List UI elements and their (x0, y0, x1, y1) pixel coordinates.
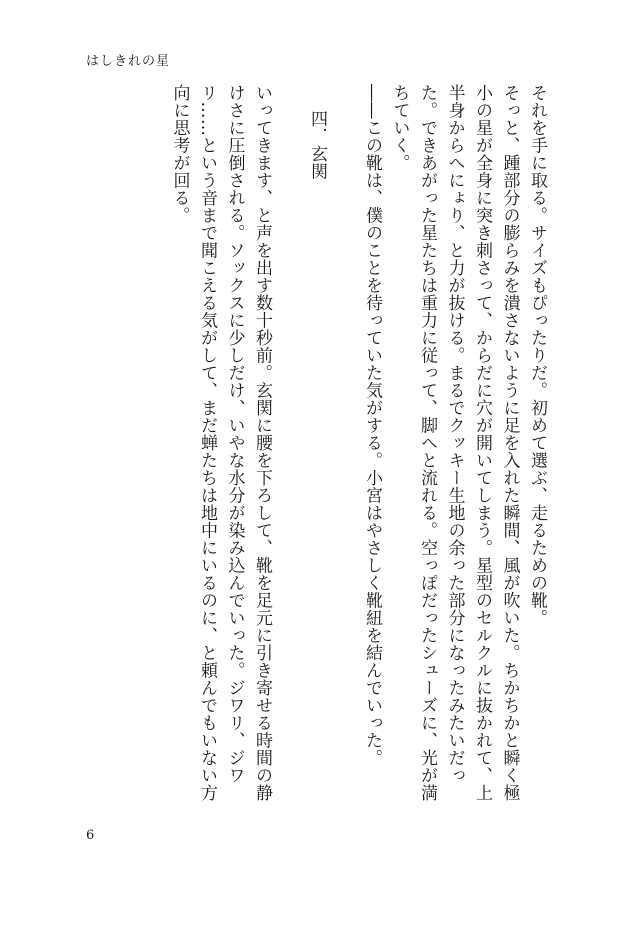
paragraph: それを手に取る。サイズもぴったりだ。初めて選ぶ、走るための靴。 (527, 84, 547, 627)
blank-line (330, 84, 358, 804)
blank-line (275, 84, 303, 804)
section-heading: 四．玄関 (307, 110, 327, 180)
page-number: 6 (86, 828, 95, 843)
vertical-text-body (80, 84, 550, 804)
running-title: はしきれの星 (86, 54, 171, 69)
paragraph: いってきます、と声を出す数十秒前。玄関に腰を下ろして、靴を足元に引き寄せる時間の静けさに圧倒される。ソックスに少しだけ、いやな水分が染み込んでいった。ジワリ、ジワリ……という音まで聞こえる気がして、まだ蝉たちは地中にいるのに、と頼んでもいない方向に思考が回る。 (169, 84, 272, 802)
paragraph: そっと、踵部分の膨らみを潰さないように足を入れた瞬間、風が吹いた。ちかちかと瞬く極小の星が全身に突き刺さって、からだに穴が開いてしまう。星型のセルクルに抜かれて、上半身からへにょり、と力が抜ける。まるでクッキー生地の余った部分になったみたいだった。できあがった星たちは重力に従って、脚へと流れる。空っぽだったシューズに、光が満ちていく。 (389, 84, 520, 802)
paragraph: ――この靴は、僕のことを待っていた気がする。小宮はやさしく靴紐を結んでいった。 (362, 84, 382, 767)
